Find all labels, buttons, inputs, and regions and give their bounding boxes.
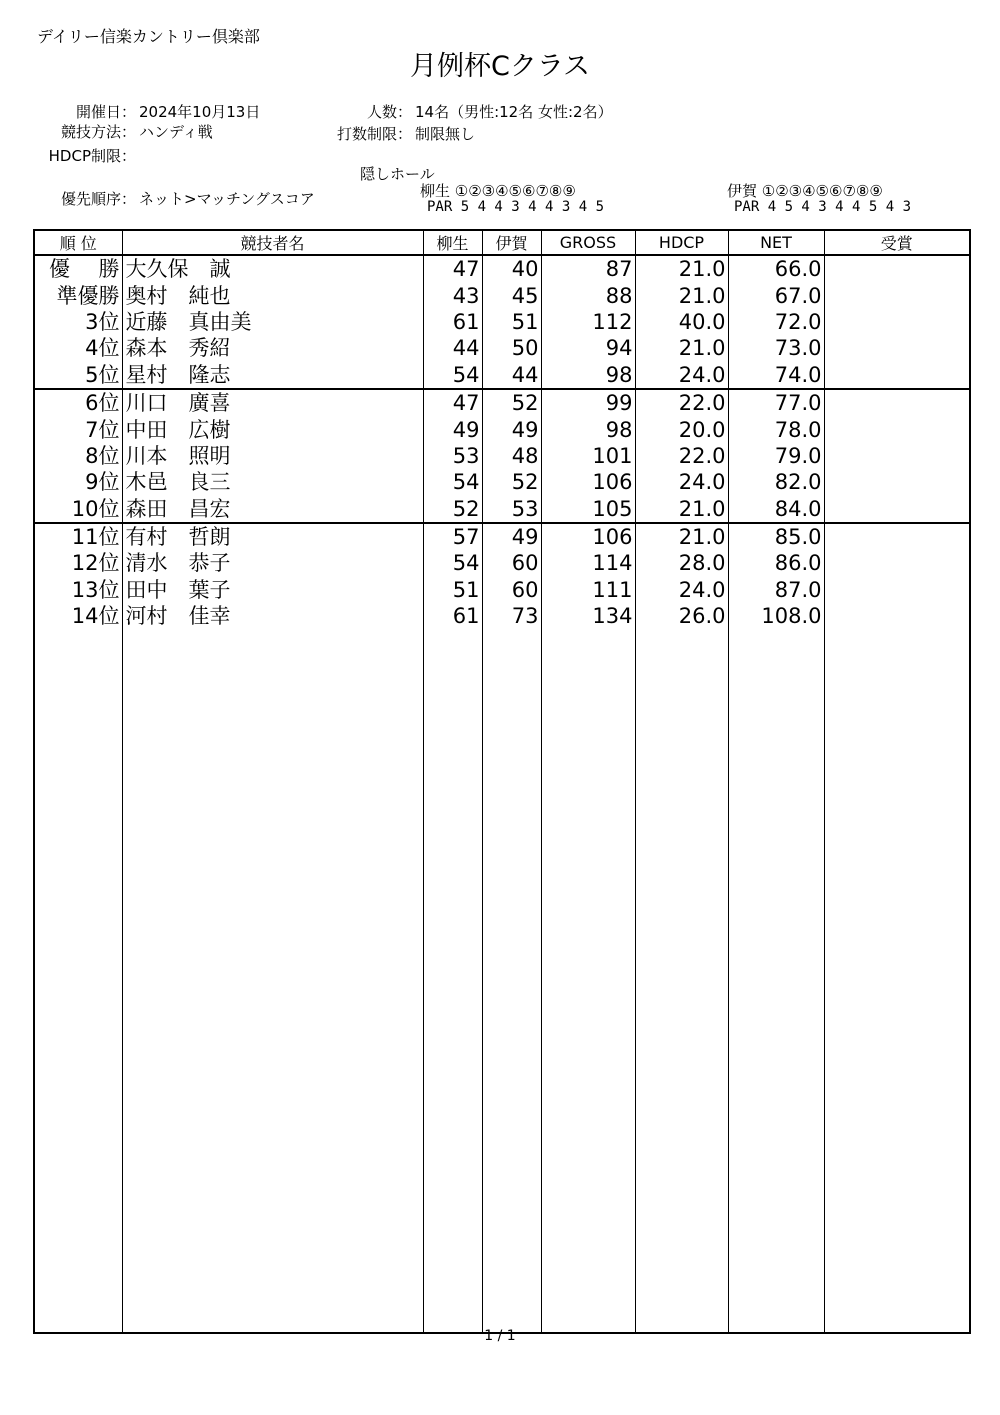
in-score: 40 xyxy=(482,255,541,282)
club-name: デイリー信楽カントリー倶楽部 xyxy=(37,27,260,46)
empty-cell xyxy=(122,629,423,1332)
empty-cell xyxy=(541,629,635,1332)
hdcp-value: 24.0 xyxy=(635,577,728,603)
table-row xyxy=(34,443,970,469)
rank-cell: 8位 xyxy=(85,443,120,468)
hdcp-value: 21.0 xyxy=(635,255,728,282)
player-name: 奥村 純也 xyxy=(122,282,423,308)
net-score: 66.0 xyxy=(728,255,824,282)
col-out-header: 柳生 xyxy=(423,230,482,255)
player-name: 川口 廣喜 xyxy=(122,389,423,416)
net-score: 67.0 xyxy=(728,282,824,308)
player-name: 森田 昌宏 xyxy=(122,496,423,523)
stroke-limit-label: 打数制限： xyxy=(336,125,412,143)
out-score: 52 xyxy=(423,496,482,523)
col-award-header: 受賞 xyxy=(824,230,970,255)
rank-cell: 13位 xyxy=(71,577,120,602)
table-row xyxy=(34,523,970,550)
rank-cell: 12位 xyxy=(71,551,120,576)
in-score: 52 xyxy=(482,469,541,495)
award-cell xyxy=(824,577,970,603)
hdcp-value: 28.0 xyxy=(635,550,728,576)
in-score: 60 xyxy=(482,577,541,603)
gross-score: 112 xyxy=(541,309,635,335)
hdcp-value: 21.0 xyxy=(635,335,728,361)
out-score: 44 xyxy=(423,335,482,361)
net-score: 87.0 xyxy=(728,577,824,603)
method-label: 競技方法： xyxy=(60,123,136,141)
player-name: 森本 秀紹 xyxy=(122,335,423,361)
rank-cell: 11位 xyxy=(71,525,120,550)
out-score: 49 xyxy=(423,416,482,442)
player-name: 大久保 誠 xyxy=(122,255,423,282)
method-value: ハンディ戦 xyxy=(139,123,213,141)
out-score: 54 xyxy=(423,362,482,389)
course2-holes: 伊賀 ①②③④⑤⑥⑦⑧⑨ xyxy=(727,182,883,200)
col-in-header: 伊賀 xyxy=(482,230,541,255)
page-number: 1 / 1 xyxy=(484,1328,516,1344)
rank-cell: 6位 xyxy=(85,391,120,416)
table-row xyxy=(34,469,970,495)
award-cell xyxy=(824,282,970,308)
empty-row xyxy=(34,629,970,1332)
player-name: 木邑 良三 xyxy=(122,469,423,495)
net-score: 79.0 xyxy=(728,443,824,469)
table-row xyxy=(34,362,970,389)
col-name-header: 競技者名 xyxy=(122,230,423,255)
hdcp-value: 21.0 xyxy=(635,282,728,308)
in-score: 73 xyxy=(482,603,541,629)
player-name: 有村 哲朗 xyxy=(122,523,423,550)
rank-cell: 3位 xyxy=(85,309,120,334)
gross-score: 98 xyxy=(541,362,635,389)
gross-score: 134 xyxy=(541,603,635,629)
count-label: 人数： xyxy=(366,103,412,121)
gross-score: 105 xyxy=(541,496,635,523)
net-score: 78.0 xyxy=(728,416,824,442)
net-score: 85.0 xyxy=(728,523,824,550)
empty-cell xyxy=(34,629,122,1332)
table-row xyxy=(34,603,970,629)
gross-score: 114 xyxy=(541,550,635,576)
rank-cell: 準優勝 xyxy=(56,283,120,308)
net-score: 74.0 xyxy=(728,362,824,389)
table-header-row xyxy=(34,230,970,255)
in-score: 50 xyxy=(482,335,541,361)
out-score: 43 xyxy=(423,282,482,308)
out-score: 53 xyxy=(423,443,482,469)
rank-cell: 10位 xyxy=(34,496,122,523)
gross-score: 106 xyxy=(541,523,635,550)
rank-cell: 14位 xyxy=(71,604,120,629)
date-label: 開催日： xyxy=(75,103,136,121)
gross-score: 87 xyxy=(541,255,635,282)
gross-score: 106 xyxy=(541,469,635,495)
col-net-header: NET xyxy=(728,230,824,255)
table-row xyxy=(34,550,970,576)
table-row xyxy=(34,577,970,603)
gross-score: 98 xyxy=(541,416,635,442)
in-score: 60 xyxy=(482,550,541,576)
col-rank-header: 順 位 xyxy=(34,230,122,255)
table-row xyxy=(34,282,970,308)
net-score: 84.0 xyxy=(728,496,824,523)
table-row xyxy=(34,255,970,282)
hdcp-value: 24.0 xyxy=(635,362,728,389)
table-row xyxy=(34,309,970,335)
empty-cell xyxy=(482,629,541,1332)
gross-score: 99 xyxy=(541,389,635,416)
net-score: 86.0 xyxy=(728,550,824,576)
out-score: 61 xyxy=(423,309,482,335)
player-name: 星村 隆志 xyxy=(122,362,423,389)
course1-holes: 柳生 ①②③④⑤⑥⑦⑧⑨ xyxy=(420,182,576,200)
gross-score: 88 xyxy=(541,282,635,308)
award-cell xyxy=(824,496,970,523)
results-table xyxy=(33,229,971,1334)
award-cell xyxy=(824,469,970,495)
out-score: 47 xyxy=(423,389,482,416)
count-value: 14名（男性:12名 女性:2名） xyxy=(415,103,613,121)
award-cell xyxy=(824,389,970,416)
net-score: 77.0 xyxy=(728,389,824,416)
gross-score: 101 xyxy=(541,443,635,469)
table-row xyxy=(34,416,970,442)
award-cell xyxy=(824,550,970,576)
course2-par: PAR 4 5 4 3 4 4 5 4 3 xyxy=(734,199,912,215)
rank-cell: 4位 xyxy=(85,336,120,361)
rank-cell: 9位 xyxy=(85,470,120,495)
table-row xyxy=(34,389,970,416)
col-gross-header: GROSS xyxy=(541,230,635,255)
out-score: 57 xyxy=(423,523,482,550)
priority-label: 優先順序： xyxy=(60,190,136,208)
empty-cell xyxy=(423,629,482,1332)
net-score: 73.0 xyxy=(728,335,824,361)
in-score: 49 xyxy=(482,416,541,442)
in-score: 52 xyxy=(482,389,541,416)
empty-cell xyxy=(635,629,728,1332)
out-score: 51 xyxy=(423,577,482,603)
net-score: 72.0 xyxy=(728,309,824,335)
in-score: 45 xyxy=(482,282,541,308)
table-row xyxy=(34,496,970,523)
in-score: 49 xyxy=(482,523,541,550)
out-score: 61 xyxy=(423,603,482,629)
out-score: 54 xyxy=(423,469,482,495)
table-row xyxy=(34,335,970,361)
player-name: 清水 恭子 xyxy=(122,550,423,576)
award-cell xyxy=(824,335,970,361)
course1-par: PAR 5 4 4 3 4 4 3 4 5 xyxy=(427,199,605,215)
rank-cell: 5位 xyxy=(34,362,122,389)
in-score: 51 xyxy=(482,309,541,335)
player-name: 河村 佳幸 xyxy=(122,603,423,629)
hdcp-value: 26.0 xyxy=(635,603,728,629)
player-name: 川本 照明 xyxy=(122,443,423,469)
award-cell xyxy=(824,603,970,629)
out-score: 47 xyxy=(423,255,482,282)
rank-cell: 7位 xyxy=(85,417,120,442)
player-name: 田中 葉子 xyxy=(122,577,423,603)
col-hdcp-header: HDCP xyxy=(635,230,728,255)
player-name: 近藤 真由美 xyxy=(122,309,423,335)
hdcp-value: 20.0 xyxy=(635,416,728,442)
in-score: 44 xyxy=(482,362,541,389)
net-score: 82.0 xyxy=(728,469,824,495)
award-cell xyxy=(824,416,970,442)
award-cell xyxy=(824,443,970,469)
hdcp-value: 22.0 xyxy=(635,389,728,416)
hdcp-limit-label: HDCP制限： xyxy=(48,147,136,165)
date-value: 2024年10月13日 xyxy=(139,103,261,121)
hidden-hole-label: 隠しホール xyxy=(360,165,435,183)
award-cell xyxy=(824,362,970,389)
award-cell xyxy=(824,255,970,282)
hdcp-value: 24.0 xyxy=(635,469,728,495)
in-score: 53 xyxy=(482,496,541,523)
net-score: 108.0 xyxy=(728,603,824,629)
hdcp-value: 21.0 xyxy=(635,496,728,523)
award-cell xyxy=(824,523,970,550)
hdcp-value: 21.0 xyxy=(635,523,728,550)
empty-cell xyxy=(728,629,824,1332)
stroke-limit-value: 制限無し xyxy=(415,125,476,143)
page-title: 月例杯Cクラス xyxy=(409,51,591,82)
player-name: 中田 広樹 xyxy=(122,416,423,442)
priority-value: ネット>マッチングスコア xyxy=(139,190,315,208)
empty-cell xyxy=(824,629,970,1332)
out-score: 54 xyxy=(423,550,482,576)
award-cell xyxy=(824,309,970,335)
hdcp-value: 40.0 xyxy=(635,309,728,335)
in-score: 48 xyxy=(482,443,541,469)
hdcp-value: 22.0 xyxy=(635,443,728,469)
gross-score: 94 xyxy=(541,335,635,361)
rank-cell: 優 勝 xyxy=(49,257,120,282)
gross-score: 111 xyxy=(541,577,635,603)
